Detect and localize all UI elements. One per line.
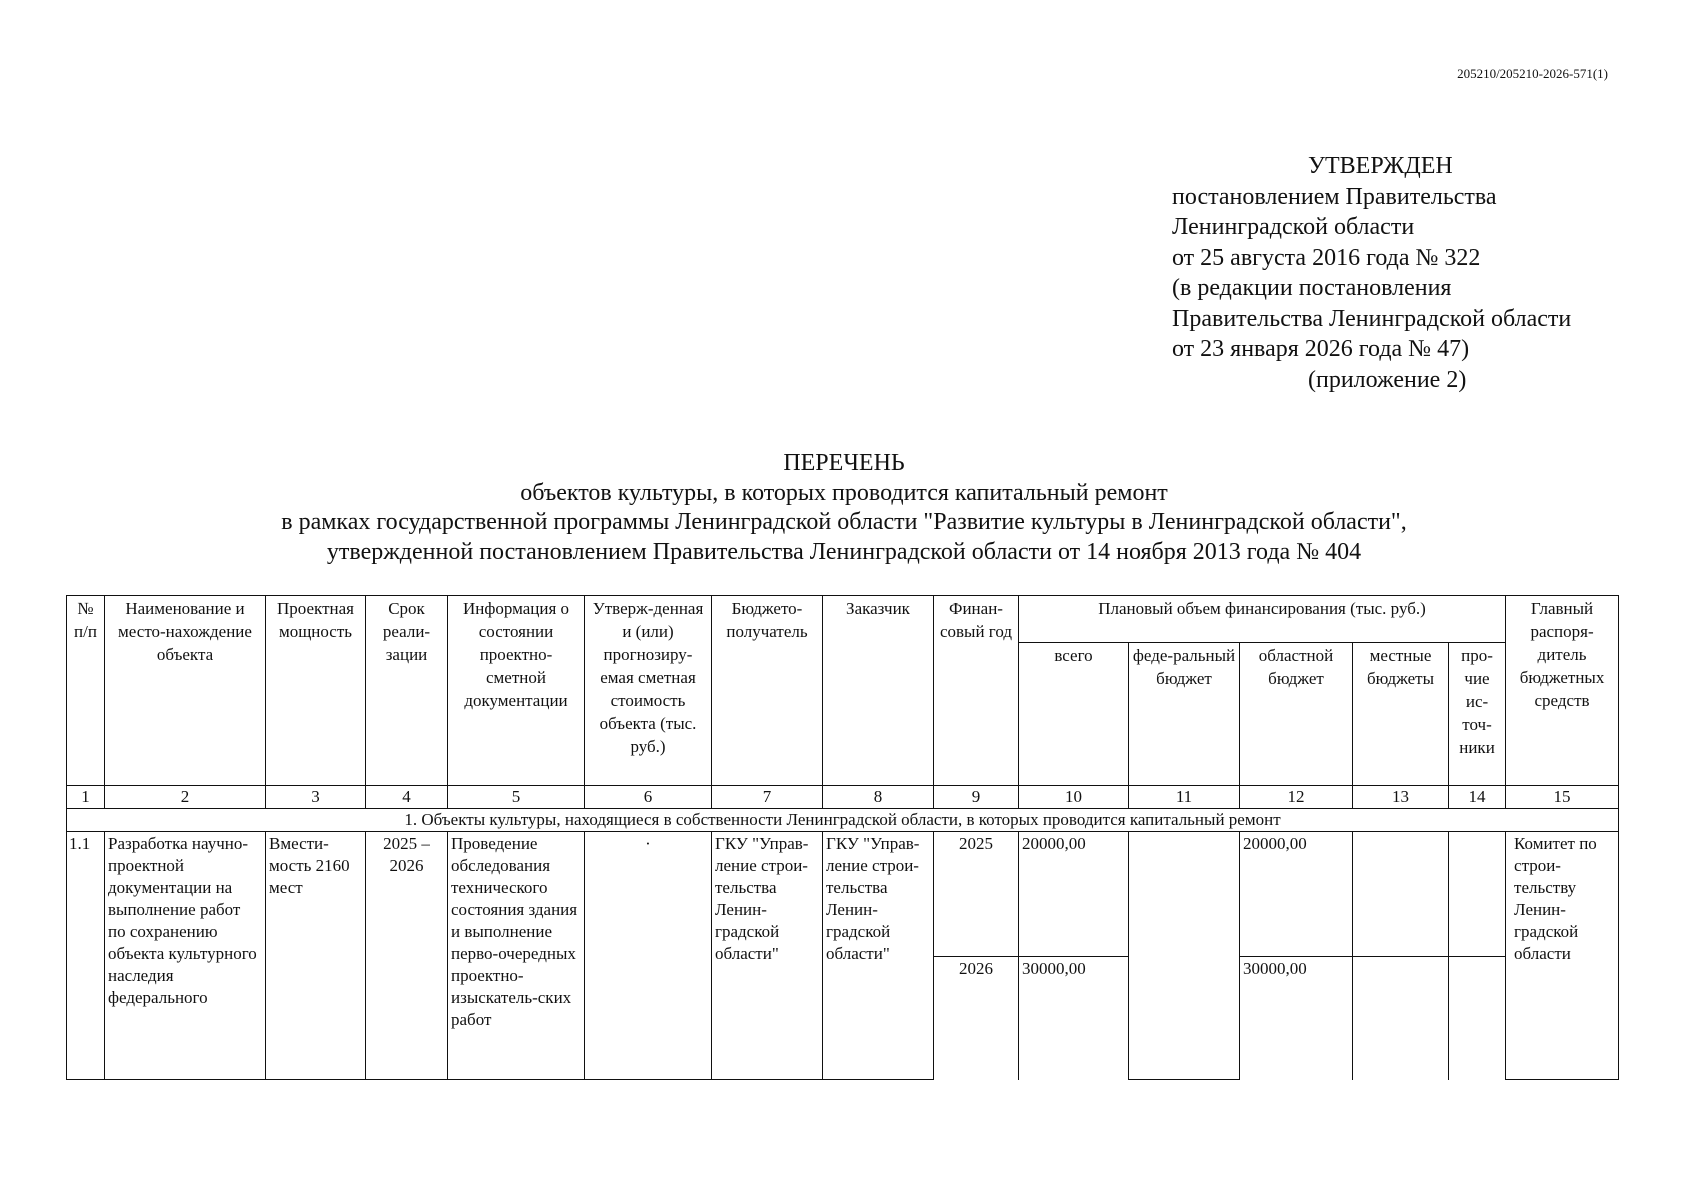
- cell-info: Проведение обследования технического состояния здания и выполнение перво-очередных проектно-изыскатель-ских работ: [448, 832, 585, 1080]
- approval-line: Ленинградской области: [1172, 214, 1415, 240]
- approval-line: от 23 января 2026 года № 47): [1172, 336, 1470, 362]
- cell-customer: ГКУ "Управ-ление строи-тельства Ленин-градской области": [823, 832, 934, 1080]
- header-info: Информация о состоянии проектно-сметной документации: [448, 596, 585, 786]
- cell-total: 30000,00: [1019, 957, 1129, 1080]
- col-number: 5: [448, 786, 585, 809]
- cell-local: [1353, 957, 1449, 1080]
- col-number: 11: [1129, 786, 1240, 809]
- col-number: 12: [1240, 786, 1353, 809]
- approval-title: УТВЕРЖДЕН: [1308, 153, 1453, 179]
- header-total: всего: [1019, 643, 1129, 786]
- approval-line: постановлением Правительства: [1172, 183, 1497, 210]
- col-number: 10: [1019, 786, 1129, 809]
- cell-term: 2025 – 2026: [366, 832, 448, 1080]
- section-title: 1. Объекты культуры, находящиеся в собственности Ленинградской области, в которых проводится капитальный ремонт: [67, 809, 1619, 832]
- header-manager: Главный распоря-дитель бюджетных средств: [1506, 596, 1619, 786]
- header-no: № п/п: [67, 596, 105, 786]
- approval-appendix: (приложение 2): [1308, 366, 1467, 393]
- objects-table: [66, 595, 1619, 1080]
- cell-federal: [1129, 832, 1240, 1080]
- cell-total: 20000,00: [1019, 832, 1129, 957]
- col-number: 2: [105, 786, 266, 809]
- cell-recipient: ГКУ "Управ-ление строи-тельства Ленин-градской области": [712, 832, 823, 1080]
- col-number: 4: [366, 786, 448, 809]
- header-recipient: Бюджето-получатель: [712, 596, 823, 786]
- col-number: 1: [67, 786, 105, 809]
- header-planned: Плановый объем финансирования (тыс. руб.): [1019, 596, 1506, 643]
- table-row: [67, 832, 1619, 957]
- cell-year: 2026: [934, 957, 1019, 1080]
- cell-name: Разработка научно-проектной документации на выполнение работ по сохранению объекта культурного наследия федерального: [105, 832, 266, 1080]
- heading-line: в рамках государственной программы Ленинградской области "Развитие культуры в Ленинградской области",: [281, 509, 1407, 535]
- header-term: Срок реали-зации: [366, 596, 448, 786]
- header-other: про-чие ис-точ-ники: [1449, 643, 1506, 786]
- header-capacity: Проектная мощность: [266, 596, 366, 786]
- heading-title: ПЕРЕЧЕНЬ: [783, 450, 905, 476]
- heading-line: объектов культуры, в которых проводится капитальный ремонт: [520, 479, 1168, 506]
- cell-capacity: Вмести-мость 2160 мест: [266, 832, 366, 1080]
- header-regional: областной бюджет: [1240, 643, 1353, 786]
- document-number: 205210/205210-2026-571(1): [1457, 66, 1608, 81]
- col-number: 7: [712, 786, 823, 809]
- col-number: 3: [266, 786, 366, 809]
- approval-line: Правительства Ленинградской области: [1172, 305, 1572, 332]
- cell-regional: 20000,00: [1240, 832, 1353, 957]
- col-number: 6: [585, 786, 712, 809]
- col-number: 14: [1449, 786, 1506, 809]
- cell-other: [1449, 832, 1506, 957]
- cell-no: 1.1: [67, 832, 105, 1080]
- header-cost: Утверж-денная и (или) прогнозиру-емая сметная стоимость объекта (тыс. руб.): [585, 596, 712, 786]
- cell-other: [1449, 957, 1506, 1080]
- col-number: 9: [934, 786, 1019, 809]
- col-number: 8: [823, 786, 934, 809]
- header-fin-year: Финан-совый год: [934, 596, 1019, 786]
- cell-manager: Комитет по строи-тельству Ленин-градской области: [1506, 832, 1619, 1080]
- approval-line: от 25 августа 2016 года № 322: [1172, 244, 1481, 271]
- header-name: Наименование и место-нахождение объекта: [105, 596, 266, 786]
- header-federal: феде-ральный бюджет: [1129, 643, 1240, 786]
- heading-line: утвержденной постановлением Правительства Ленинградской области от 14 ноября 2013 года № 404: [326, 538, 1362, 565]
- col-number: 15: [1506, 786, 1619, 809]
- cell-local: [1353, 832, 1449, 957]
- cell-regional: 30000,00: [1240, 957, 1353, 1080]
- cell-cost: ·: [585, 832, 712, 1080]
- cell-year: 2025: [934, 832, 1019, 957]
- col-number: 13: [1353, 786, 1449, 809]
- document-heading: [0, 449, 1688, 567]
- approval-stamp: [1172, 151, 1652, 395]
- header-customer: Заказчик: [823, 596, 934, 786]
- approval-line: (в редакции постановления: [1172, 275, 1452, 301]
- header-local: местные бюджеты: [1353, 643, 1449, 786]
